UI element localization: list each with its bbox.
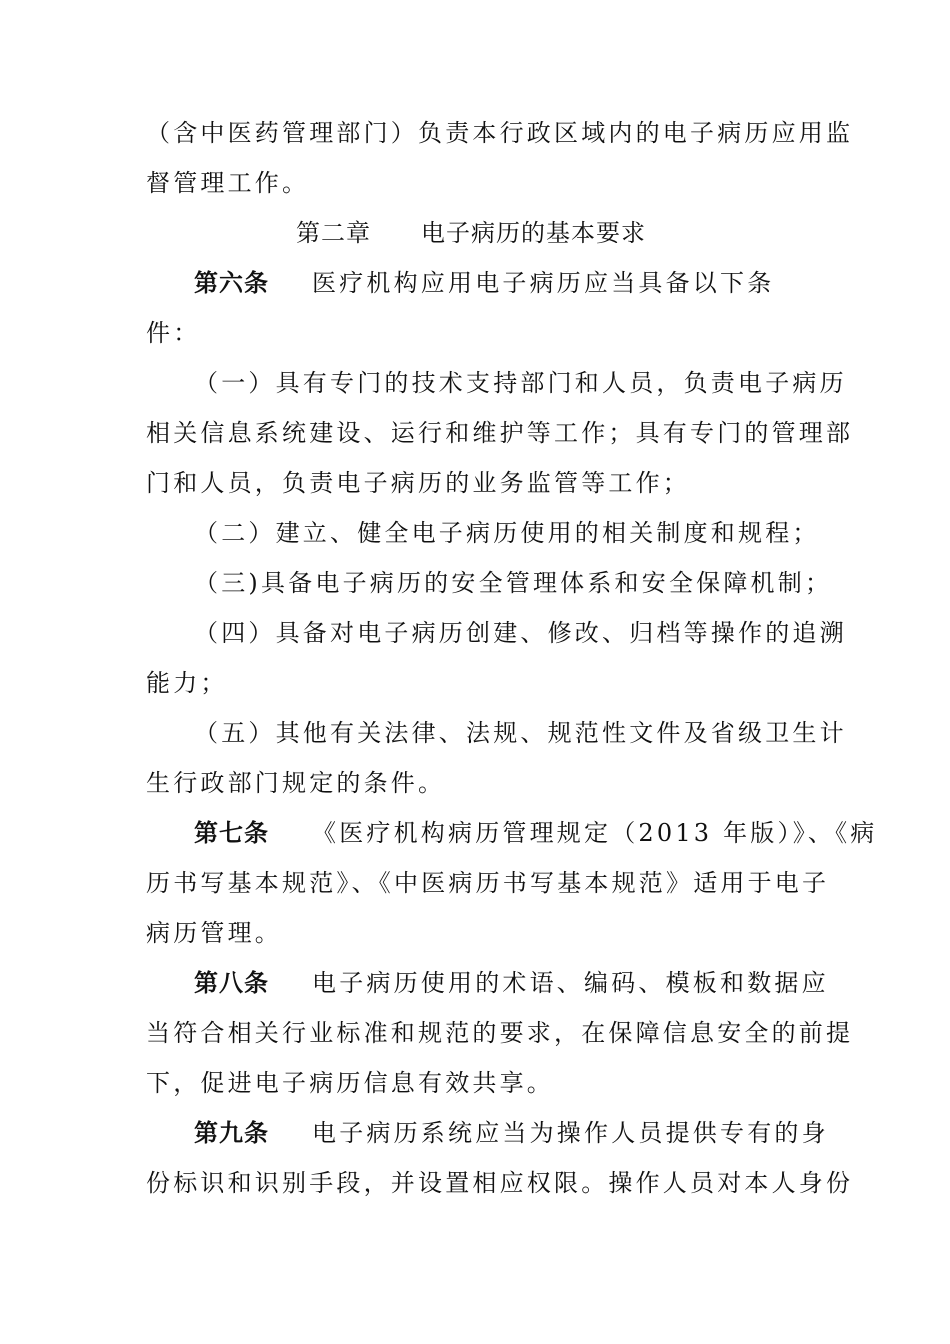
body-line: 病历管理。 [146, 919, 282, 947]
list-item-1-line: （一）具有专门的技术支持部门和人员，负责电子病历 [194, 369, 847, 397]
body-line: （含中医药管理部门）负责本行政区域内的电子病历应用监 [146, 119, 854, 147]
body-line: 历书写基本规范》、《中医病历书写基本规范》适用于电子 [146, 869, 830, 897]
article-8-text: 电子病历使用的术语、编码、模板和数据应 [312, 969, 829, 997]
body-line: 下，促进电子病历信息有效共享。 [146, 1069, 554, 1097]
list-item-4-line: 能力； [146, 669, 228, 697]
article-7-text: 《医疗机构病历管理规定（2013 年版）》、《病 [312, 819, 878, 847]
article-7-label: 第七条 [194, 819, 269, 847]
article-6-first-line [194, 268, 774, 298]
article-9-label: 第九条 [194, 1119, 269, 1147]
article-6-label: 第六条 [194, 269, 269, 297]
list-item-1-line: 门和人员，负责电子病历的业务监管等工作； [146, 469, 690, 497]
article-9-first-line [194, 1118, 829, 1148]
list-item-2-line: （二）建立、健全电子病历使用的相关制度和规程； [194, 519, 820, 547]
article-8-first-line [194, 968, 829, 998]
article-8-label: 第八条 [194, 969, 269, 997]
body-line: 件： [146, 319, 201, 347]
body-line: 当符合相关行业标准和规范的要求，在保障信息安全的前提 [146, 1019, 854, 1047]
body-line: 份标识和识别手段，并设置相应权限。操作人员对本人身份 [146, 1169, 854, 1197]
chapter-number: 第二章 [296, 219, 371, 247]
list-item-5-line: （五）其他有关法律、法规、规范性文件及省级卫生计 [194, 719, 847, 747]
chapter-heading [296, 218, 646, 248]
article-7-first-line [194, 818, 878, 848]
chapter-title: 电子病历的基本要求 [421, 219, 646, 247]
body-line: 督管理工作。 [146, 169, 310, 197]
list-item-1-line: 相关信息系统建设、运行和维护等工作；具有专门的管理部 [146, 419, 854, 447]
list-item-4-line: （四）具备对电子病历创建、修改、归档等操作的追溯 [194, 619, 847, 647]
article-9-text: 电子病历系统应当为操作人员提供专有的身 [312, 1119, 829, 1147]
list-item-5-line: 生行政部门规定的条件。 [146, 769, 446, 797]
list-item-3-line: （三)具备电子病历的安全管理体系和安全保障机制； [194, 569, 833, 597]
article-6-text: 医疗机构应用电子病历应当具备以下条 [312, 269, 775, 297]
